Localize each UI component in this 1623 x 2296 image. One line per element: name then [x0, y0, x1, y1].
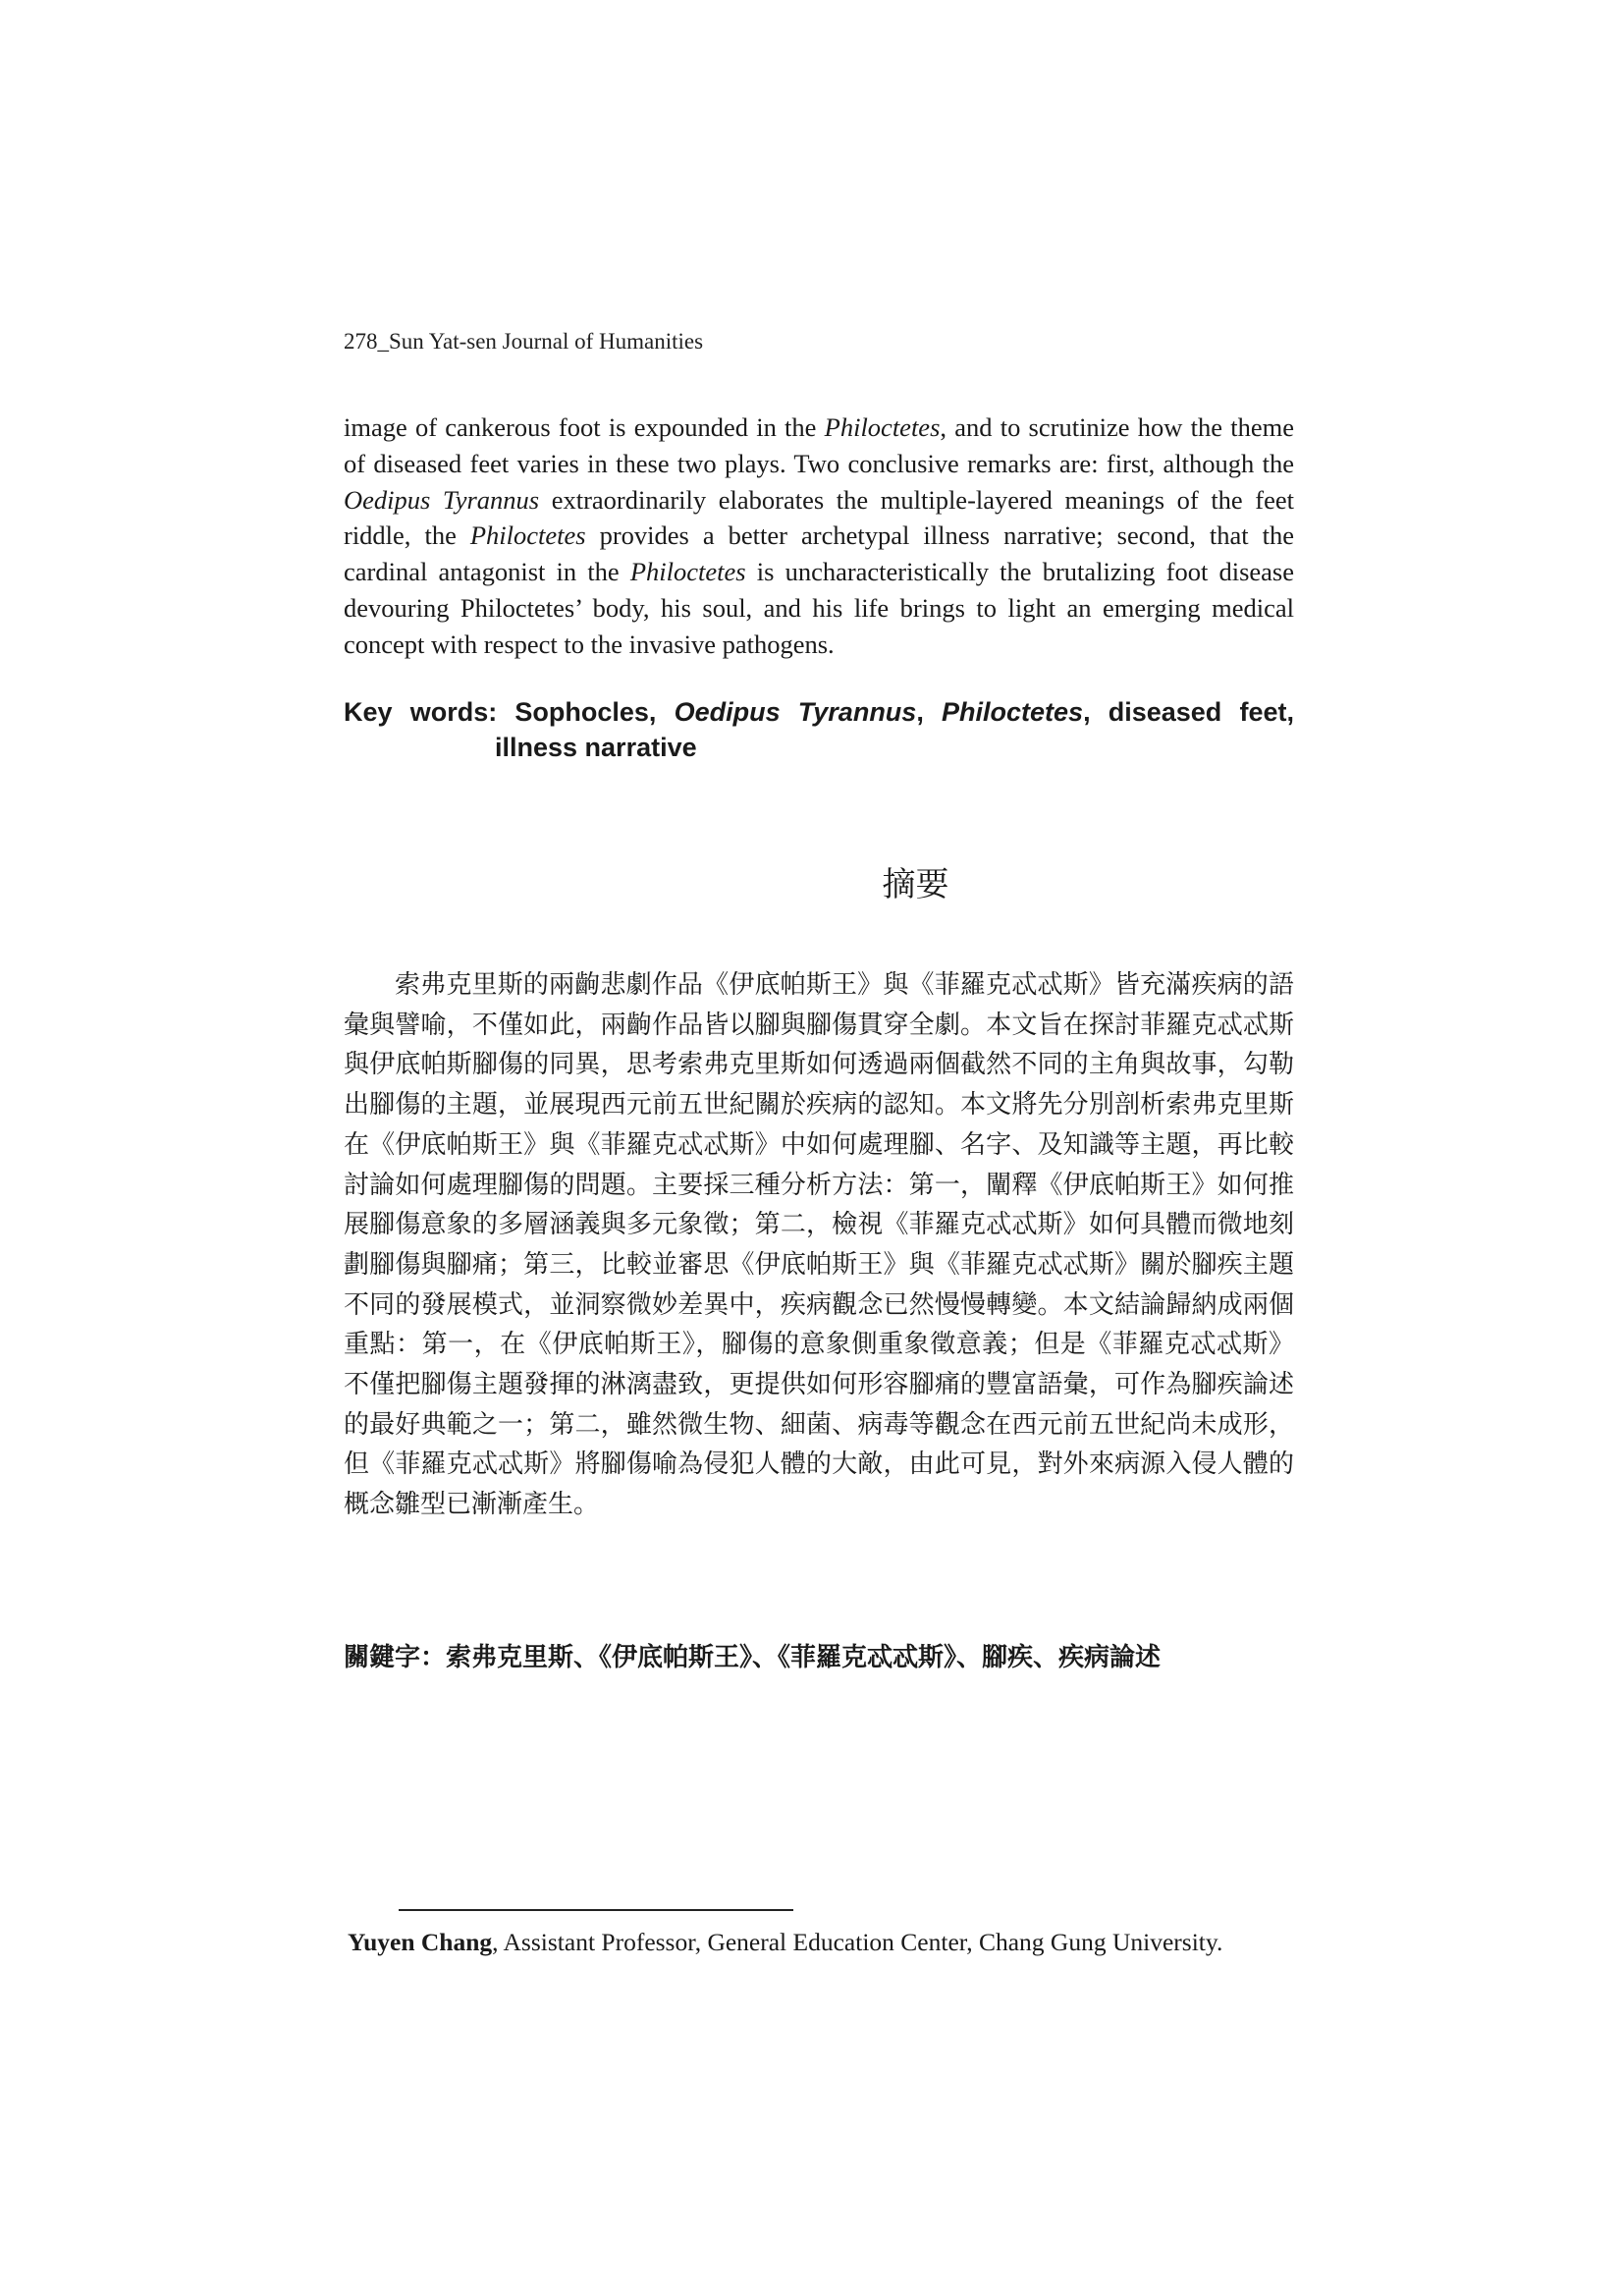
- author-footnote: [348, 1927, 1294, 1958]
- chinese-abstract-title: 摘要: [882, 865, 949, 904]
- chinese-keywords: 關鍵字：索弗克里斯、《伊底帕斯王》、《菲羅克忒忒斯》、腳疾、疾病論述: [344, 1643, 1162, 1672]
- abstract-text-2: , and to scrutinize how the theme of diseased feet varies in these two plays. Two conclusive remarks are: first, although the: [344, 412, 1294, 478]
- keywords-label: Key words:: [344, 697, 515, 727]
- keyword-separator: ,: [916, 697, 943, 727]
- english-abstract-paragraph: [344, 410, 1294, 663]
- abstract-title-oedipus: Oedipus Tyrannus: [344, 484, 540, 515]
- abstract-text-5: is uncharacteristically the brutalizing foot disease devouring Philoctetes’ body, his soul, and his life brings to light an emerging medical concept with respect to the invasive pathogens.: [344, 557, 1295, 659]
- abstract-text-3: extraordinarily elaborates the multiple-layered meanings of the feet riddle, the: [344, 484, 1295, 551]
- keyword-sophocles: Sophocles,: [514, 697, 675, 727]
- abstract-text-1: image of cankerous foot is expounded in the: [344, 412, 825, 442]
- keyword-remaining: , diseased feet, illness narrative: [495, 697, 1294, 762]
- abstract-title-philoctetes-1: Philoctetes: [824, 412, 941, 442]
- abstract-text-4: provides a better archetypal illness narrative; second, that the cardinal antagonist in the: [344, 520, 1294, 587]
- abstract-title-philoctetes-2: Philoctetes: [469, 520, 586, 551]
- running-head: 278_Sun Yat-sen Journal of Humanities: [344, 329, 704, 354]
- author-affiliation: , Assistant Professor, General Education Center, Chang Gung University.: [492, 1928, 1223, 1956]
- chinese-abstract-paragraph: 索弗克里斯的兩齣悲劇作品《伊底帕斯王》與《菲羅克忒忒斯》皆充滿疾病的語彙與譬喻，不僅如此，兩齣作品皆以腳與腳傷貫穿全劇。本文旨在探討菲羅克忒忒斯與伊底帕斯腳傷的同異，思考索弗克里斯如何透過兩個截然不同的主角與故事，勾勒出腳傷的主題，並展現西元前五世紀關於疾病的認知。本文將先分別剖析索弗克里斯在《伊底帕斯王》與《菲羅克忒忒斯》中如何處理腳、名字、及知識等主題，再比較討論如何處理腳傷的問題。主要採三種分析方法：第一，闡釋《伊底帕斯王》如何推展腳傷意象的多層涵義與多元象徵；第二，檢視《菲羅克忒忒斯》如何具體而微地刻劃腳傷與腳痛；第三，比較並審思《伊底帕斯王》與《菲羅克忒忒斯》關於腳疾主題不同的發展模式，並洞察微妙差異中，疾病觀念已然慢慢轉變。本文結論歸納成兩個重點：第一，在《伊底帕斯王》，腳傷的意象側重象徵意義；但是《菲羅克忒忒斯》不僅把腳傷主題發揮的淋漓盡致，更提供如何形容腳痛的豐富語彙，可作為腳疾論述的最好典範之一；第二，雖然微生物、細菌、病毒等觀念在西元前五世紀尚未成形，但《菲羅克忒忒斯》將腳傷喻為侵犯人體的大敵，由此可見，對外來病源入侵人體的概念雛型已漸漸產生。: [344, 970, 1294, 1520]
- english-keywords: [344, 694, 1294, 765]
- keyword-philoctetes: Philoctetes: [942, 697, 1084, 727]
- footnote-divider: [399, 1909, 793, 1911]
- author-name: Yuyen Chang: [348, 1928, 493, 1956]
- abstract-title-philoctetes-3: Philoctetes: [629, 557, 746, 587]
- keyword-oedipus-tyrannus: Oedipus Tyrannus: [674, 697, 917, 727]
